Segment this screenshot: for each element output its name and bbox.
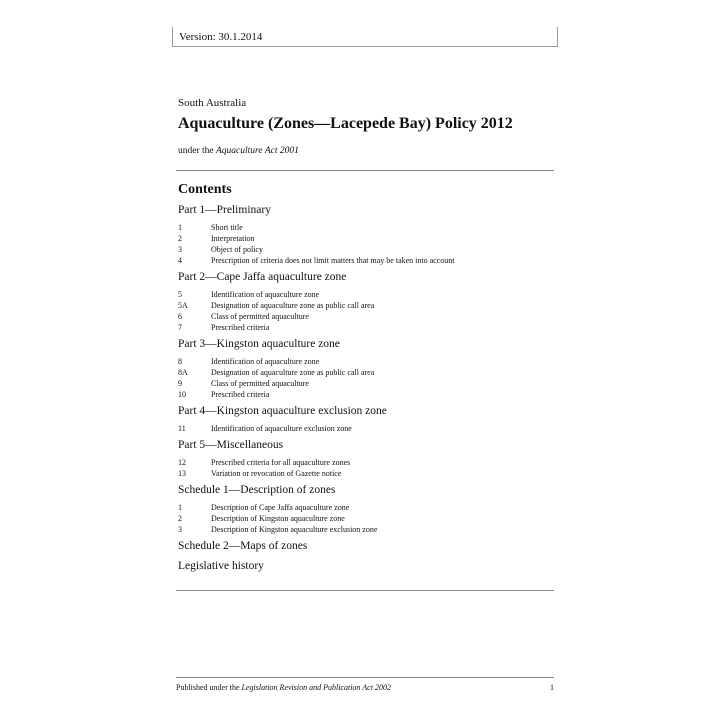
table-of-contents [178,204,554,578]
under-prefix: under the [178,146,216,156]
toc-item[interactable] [178,289,554,300]
toc-item-title: Prescribed criteria [211,390,270,399]
toc-item-number: 1 [178,503,182,512]
page-number: 1 [550,683,554,692]
toc-item-number: 4 [178,256,182,265]
footer-text [176,683,391,692]
toc-item[interactable] [178,389,554,400]
toc-item-list [178,356,554,400]
toc-item-title: Identification of aquaculture zone [211,357,320,366]
toc-item-number: 7 [178,323,182,332]
toc-item-number: 6 [178,312,182,321]
toc-section-heading[interactable]: Schedule 1—Description of zones [178,484,336,496]
toc-item[interactable] [178,311,554,322]
toc-item[interactable] [178,457,554,468]
toc-item-number: 8A [178,368,188,377]
footer-act: Legislation Revision and Publication Act 2002 [241,683,391,692]
toc-section-heading[interactable]: Part 5—Miscellaneous [178,439,284,451]
toc-item-number: 2 [178,234,182,243]
toc-item[interactable] [178,356,554,367]
toc-item-title: Identification of aquaculture zone [211,290,320,299]
toc-item[interactable] [178,423,554,434]
toc-item-title: Description of Kingston aquaculture zone [211,514,345,523]
toc-item-number: 5 [178,290,182,299]
toc-item-list [178,457,554,479]
toc-item-title: Identification of aquaculture exclusion zone [211,424,352,433]
toc-item[interactable] [178,322,554,333]
toc-item-title: Prescription of criteria does not limit matters that may be taken into account [211,256,455,265]
toc-item-title: Short title [211,223,243,232]
divider-bottom [176,590,554,591]
toc-item[interactable] [178,378,554,389]
toc-item-number: 2 [178,514,182,523]
toc-item-list [178,502,554,535]
toc-item[interactable] [178,524,554,535]
toc-item[interactable] [178,300,554,311]
toc-item-number: 9 [178,379,182,388]
toc-section-heading[interactable]: Part 2—Cape Jaffa aquaculture zone [178,271,347,283]
toc-item-number: 10 [178,390,186,399]
footer-rule [176,677,554,678]
toc-item[interactable] [178,468,554,479]
version-label: Version: 30.1.2014 [172,27,558,47]
toc-item-list [178,289,554,333]
toc-item-number: 1 [178,223,182,232]
toc-item-number: 3 [178,245,182,254]
toc-item[interactable] [178,255,554,266]
toc-item-number: 12 [178,458,186,467]
toc-item-number: 3 [178,525,182,534]
toc-item[interactable] [178,502,554,513]
toc-item-number: 8 [178,357,182,366]
toc-item-title: Description of Cape Jaffa aquaculture zone [211,503,350,512]
divider-top [176,170,554,171]
toc-section-heading[interactable]: Schedule 2—Maps of zones [178,540,308,552]
toc-item-number: 13 [178,469,186,478]
toc-item-title: Designation of aquaculture zone as public call area [211,368,375,377]
footer [176,683,554,692]
enabling-act: Aquaculture Act 2001 [216,146,299,156]
jurisdiction: South Australia [178,97,247,109]
page-title: Aquaculture (Zones—Lacepede Bay) Policy 2012 [178,115,513,132]
toc-section-heading[interactable]: Part 1—Preliminary [178,204,271,216]
toc-item-title: Designation of aquaculture zone as public call area [211,301,375,310]
toc-item[interactable] [178,222,554,233]
toc-item[interactable] [178,244,554,255]
toc-item-number: 5A [178,301,188,310]
toc-item[interactable] [178,233,554,244]
toc-item[interactable] [178,513,554,524]
toc-section-heading[interactable]: Legislative history [178,560,264,572]
toc-item-title: Class of permitted aquaculture [211,312,309,321]
toc-item[interactable] [178,367,554,378]
toc-item-title: Prescribed criteria [211,323,270,332]
enabling-act-line [178,146,299,156]
toc-section-heading[interactable]: Part 3—Kingston aquaculture zone [178,338,340,350]
toc-item-list [178,222,554,266]
toc-section-heading[interactable]: Part 4—Kingston aquaculture exclusion zone [178,405,387,417]
footer-prefix: Published under the [176,683,242,692]
toc-item-title: Class of permitted aquaculture [211,379,309,388]
toc-item-title: Object of policy [211,245,263,254]
toc-item-title: Interpretation [211,234,255,243]
toc-item-title: Variation or revocation of Gazette notice [211,469,342,478]
toc-item-title: Description of Kingston aquaculture exclusion zone [211,525,378,534]
toc-item-list [178,423,554,434]
toc-item-number: 11 [178,424,186,433]
toc-item-title: Prescribed criteria for all aquaculture zones [211,458,351,467]
contents-heading: Contents [178,182,232,197]
